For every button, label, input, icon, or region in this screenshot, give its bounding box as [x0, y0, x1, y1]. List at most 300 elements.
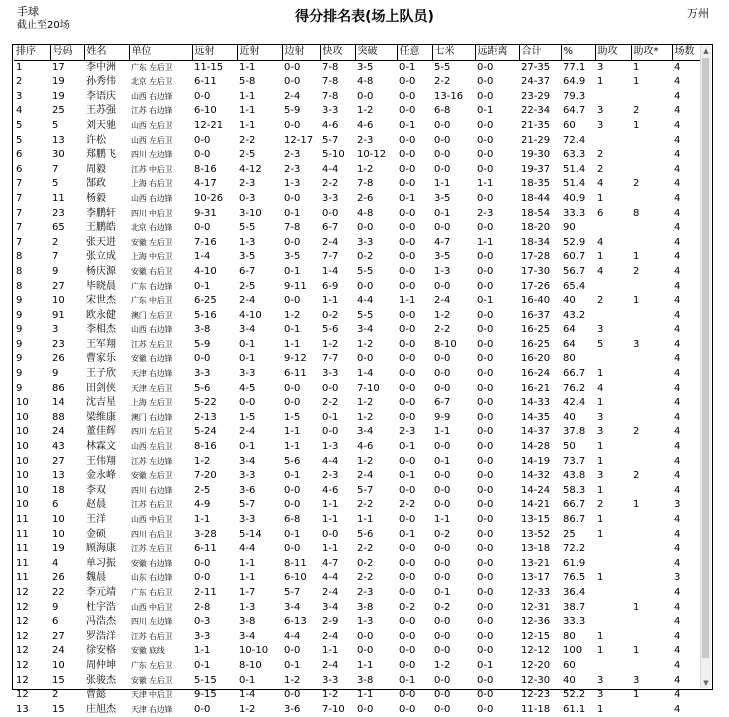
table-cell: 5-5	[357, 309, 374, 321]
table-cell: 李相杰	[86, 324, 116, 336]
table-cell: 0-0	[477, 470, 494, 482]
table-cell: 66.7	[563, 499, 586, 511]
column-header: 突破	[355, 45, 397, 60]
table-cell: 7-20	[194, 470, 217, 482]
table-cell: 11-15	[194, 61, 224, 73]
table-cell: 4-4	[322, 455, 339, 467]
table-row	[14, 688, 707, 703]
table-cell: 1-2	[357, 105, 374, 117]
table-cell: 0-2	[434, 601, 451, 613]
table-cell: 10	[16, 484, 29, 496]
table-cell: 0-0	[399, 689, 416, 701]
table-cell: 26	[52, 353, 65, 365]
table-cell: 山西 左后卫	[131, 135, 173, 145]
table-cell: 0-0	[434, 689, 451, 701]
table-cell: 0-2	[322, 309, 339, 321]
table-cell: 3-3	[239, 470, 256, 482]
table-cell: 3-6	[239, 484, 256, 496]
table-cell: 13-16	[434, 90, 464, 102]
table-cell: 0-0	[194, 703, 211, 715]
table-cell: 4	[674, 426, 681, 438]
table-cell: 0-1	[239, 338, 256, 350]
table-cell: 1-1	[322, 295, 339, 307]
table-cell: 4	[674, 411, 681, 423]
table-cell: 12-21	[194, 119, 224, 131]
table-cell: 0-0	[434, 280, 451, 292]
table-cell: 0-0	[477, 572, 494, 584]
column-header: 合计	[519, 45, 561, 60]
table-cell: 23	[52, 207, 65, 219]
table-cell: 4	[674, 61, 681, 73]
table-cell	[631, 352, 672, 367]
table-cell: 0-0	[477, 601, 494, 613]
table-cell: 18	[52, 484, 65, 496]
table-cell: 0-3	[194, 616, 211, 628]
table-row	[14, 104, 707, 119]
table-cell	[631, 382, 672, 397]
table-cell	[631, 323, 672, 338]
table-cell: 3-5	[434, 192, 451, 204]
table-cell: 16-21	[521, 382, 551, 394]
table-cell: 18-44	[521, 192, 551, 204]
table-cell: 6-10	[194, 105, 217, 117]
table-cell: 3	[52, 324, 59, 336]
table-cell: 9	[16, 338, 23, 350]
table-cell: 3-4	[239, 455, 256, 467]
table-cell: 2	[597, 499, 604, 511]
table-cell: 7-8	[357, 178, 374, 190]
table-cell: 9-11	[284, 280, 307, 292]
table-cell: 李元靖	[86, 586, 116, 598]
table-cell: 1-1	[399, 295, 416, 307]
table-cell: 1	[597, 441, 604, 453]
table-cell: 1	[633, 251, 640, 263]
table-cell: 郜政	[86, 178, 106, 190]
city-label: 万州	[687, 7, 709, 20]
table-cell: 5-7	[322, 134, 339, 146]
table-cell: 0-0	[434, 630, 451, 642]
table-cell	[595, 542, 631, 557]
column-header: 姓名	[84, 45, 129, 60]
table-cell: 4	[674, 134, 681, 146]
table-cell: 1	[597, 528, 604, 540]
table-cell: 0-0	[477, 353, 494, 365]
table-cell: 4	[674, 324, 681, 336]
table-cell: 60.7	[563, 251, 586, 263]
table-cell: 4	[674, 616, 681, 628]
table-cell	[631, 557, 672, 572]
table-cell: 10	[52, 295, 65, 307]
table-cell: 3	[597, 119, 604, 131]
table-cell: 0-0	[399, 309, 416, 321]
table-cell: 王洋	[86, 514, 106, 525]
table-cell: 0-0	[399, 338, 416, 350]
table-row	[14, 75, 707, 90]
table-cell: 0-1	[194, 659, 211, 671]
table-cell: 0-0	[434, 353, 451, 365]
table-cell: 0-0	[477, 192, 494, 204]
table-cell: 6-9	[322, 280, 339, 292]
table-cell: 0-0	[477, 689, 494, 701]
table-cell: 5-9	[194, 338, 211, 350]
table-cell: 0-0	[194, 572, 211, 584]
table-cell: 14-37	[521, 426, 551, 438]
table-cell: 山西 右边锋	[131, 193, 173, 203]
table-cell: 13-52	[521, 528, 551, 540]
table-cell: 42.4	[563, 397, 586, 409]
table-cell: 0-0	[434, 499, 451, 511]
column-header: 远射	[192, 45, 237, 60]
table-cell: 40	[563, 295, 576, 307]
table-cell	[595, 557, 631, 572]
scroll-down-icon[interactable]: ▼	[703, 679, 709, 687]
table-cell: 26	[52, 572, 65, 584]
table-cell: 1	[597, 368, 604, 380]
vertical-scrollbar[interactable]	[700, 46, 711, 688]
table-cell: 0-0	[477, 514, 494, 525]
cutoff-label: 截止至20场	[17, 20, 70, 31]
table-cell: 25	[563, 528, 576, 540]
table-cell: 0-0	[284, 543, 301, 555]
table-cell: 4	[674, 470, 681, 482]
table-cell: 5	[16, 119, 23, 131]
table-cell: 2-2	[399, 499, 416, 511]
table-cell: 1-3	[357, 616, 374, 628]
table-cell: 52.2	[563, 689, 586, 701]
table-cell: 4	[674, 295, 681, 307]
table-cell: 1	[597, 192, 604, 204]
table-cell: 广东 左后卫	[131, 660, 173, 670]
table-cell: 0-0	[477, 674, 494, 686]
table-cell: 1-3	[284, 178, 301, 190]
table-cell: 0-0	[357, 703, 374, 715]
table-header-row	[14, 45, 707, 60]
table-cell: 27	[52, 280, 65, 292]
table-cell: 2-8	[194, 601, 211, 613]
table-cell: 0-0	[477, 76, 494, 88]
table-cell: 43	[52, 441, 65, 453]
table-cell: 1-1	[477, 178, 494, 190]
scroll-up-icon[interactable]: ▲	[703, 47, 709, 55]
table-cell	[631, 630, 672, 645]
table-cell: 北京 右边锋	[131, 223, 173, 233]
table-cell: 0-2	[357, 557, 374, 569]
table-cell: 9-15	[194, 689, 217, 701]
table-cell: 3-3	[322, 105, 339, 117]
table-cell: 13-21	[521, 557, 551, 569]
table-cell: 77.1	[563, 61, 586, 73]
table-cell: 51.4	[563, 163, 586, 175]
table-cell: 赵晨	[86, 499, 106, 511]
table-cell	[631, 455, 672, 470]
table-cell: 7	[16, 207, 23, 219]
table-cell: 曹家乐	[86, 353, 116, 365]
table-cell: 3-10	[239, 207, 262, 219]
table-cell: 7-8	[284, 222, 301, 234]
table-cell: 董佳辉	[86, 426, 116, 438]
table-cell: 0-0	[434, 470, 451, 482]
table-cell: 9-9	[434, 411, 451, 423]
table-cell: 0-0	[284, 484, 301, 496]
table-cell: 0-0	[322, 426, 339, 438]
table-cell: 0-0	[399, 251, 416, 263]
table-cell: 1-2	[322, 689, 339, 701]
table-cell: 曹懿	[86, 689, 106, 701]
table-cell: 13-15	[521, 514, 551, 525]
table-cell: 3-8	[194, 324, 211, 336]
table-cell: 天津 中后卫	[131, 690, 173, 700]
table-cell: 2-4	[322, 236, 339, 248]
table-cell	[631, 528, 672, 543]
table-cell: 1-1	[284, 441, 301, 453]
table-cell	[631, 221, 672, 236]
table-cell: 24	[52, 645, 65, 657]
table-cell: 安徽 左后卫	[131, 675, 173, 685]
table-cell: 四川 左边锋	[131, 617, 173, 627]
table-cell: 12-20	[521, 659, 551, 671]
table-cell: 2	[633, 178, 640, 190]
table-cell: 1-2	[357, 338, 374, 350]
column-header: 任意	[397, 45, 432, 60]
table-cell: 0-0	[357, 90, 374, 102]
table-cell: 14-21	[521, 499, 551, 511]
table-cell: 山西 左后卫	[131, 120, 173, 130]
table-cell: 65.4	[563, 280, 586, 292]
table-cell: 40.9	[563, 192, 586, 204]
table-cell: 天津 右边锋	[131, 704, 173, 714]
table-cell: 1-4	[194, 251, 211, 263]
table-cell: 1	[633, 601, 640, 613]
table-cell: 2-2	[239, 134, 256, 146]
table-cell: 61.1	[563, 703, 586, 715]
table-cell: 12	[16, 645, 29, 657]
table-cell: 1-1	[284, 338, 301, 350]
table-cell: 8	[16, 280, 23, 292]
table-cell: 7-7	[322, 251, 339, 263]
table-row	[14, 352, 707, 367]
sport-label: 手球	[17, 5, 39, 18]
table-cell: 23	[52, 338, 65, 350]
table-cell: 2	[52, 689, 59, 701]
table-cell	[631, 309, 672, 324]
table-cell: 40	[563, 674, 576, 686]
table-cell: 1-1	[322, 543, 339, 555]
table-row	[14, 280, 707, 295]
table-cell: 6-25	[194, 295, 217, 307]
table-cell: 10	[52, 528, 65, 540]
table-cell: 10	[52, 514, 65, 525]
table-cell: 0-0	[477, 163, 494, 175]
table-cell: 3-4	[322, 601, 339, 613]
table-cell: 6-8	[284, 514, 301, 525]
table-cell: 2	[597, 295, 604, 307]
table-cell: 27-35	[521, 61, 551, 73]
table-cell: 27	[52, 630, 65, 642]
table-cell: 2-4	[284, 90, 301, 102]
table-cell: 0-0	[477, 645, 494, 657]
table-cell: 1-1	[477, 236, 494, 248]
table-cell: 12	[16, 630, 29, 642]
table-cell: 0-0	[284, 689, 301, 701]
table-cell: 19	[52, 543, 65, 555]
table-cell: 6-8	[434, 105, 451, 117]
table-cell: 76.5	[563, 572, 586, 584]
table-cell: 2-2	[434, 76, 451, 88]
table-cell: 8-10	[434, 338, 457, 350]
table-row	[14, 148, 707, 163]
table-cell	[631, 659, 672, 674]
table-cell: 11	[16, 557, 29, 569]
table-row	[14, 323, 707, 338]
table-cell: 6	[52, 499, 59, 511]
table-cell: 0-0	[194, 149, 211, 161]
table-cell: 金永峰	[86, 470, 116, 482]
table-cell: 0-0	[399, 368, 416, 380]
table-cell: 0-0	[399, 105, 416, 117]
table-row	[14, 557, 707, 572]
table-cell: 1-1	[239, 119, 256, 131]
table-cell: 上海 右后卫	[131, 179, 173, 189]
table-cell: 9	[16, 295, 23, 307]
table-cell: 1	[633, 645, 640, 657]
table-cell: 4-6	[357, 441, 374, 453]
table-cell: 0-1	[399, 119, 416, 131]
table-row	[14, 455, 707, 470]
table-cell: 60	[563, 659, 576, 671]
table-cell: 3-3	[322, 368, 339, 380]
table-cell: 0-0	[284, 192, 301, 204]
table-cell: 11	[16, 572, 29, 584]
table-cell: 1-5	[239, 411, 256, 423]
table-cell: 1-1	[322, 499, 339, 511]
table-cell: 5-6	[357, 528, 374, 540]
table-cell: 72.2	[563, 543, 586, 555]
table-cell: 4	[674, 163, 681, 175]
table-cell	[595, 352, 631, 367]
table-row	[14, 440, 707, 455]
table-cell: 0-0	[399, 324, 416, 336]
table-cell: 0-0	[284, 397, 301, 409]
table-cell: 四川 右后卫	[131, 529, 173, 539]
table-cell: 王军翔	[86, 338, 116, 350]
table-cell: 孙秀伟	[86, 76, 116, 88]
table-cell: 9	[16, 353, 23, 365]
table-cell: 4	[674, 703, 681, 715]
table-cell: 2-4	[322, 630, 339, 642]
table-cell: 10	[52, 659, 65, 671]
table-cell: 0-0	[399, 397, 416, 409]
table-cell: 5-14	[239, 528, 262, 540]
table-cell: 4	[674, 543, 681, 555]
table-cell: 6	[52, 616, 59, 628]
table-cell: 1	[597, 514, 604, 525]
table-cell: 0-0	[434, 382, 451, 394]
table-cell: 4	[597, 178, 604, 190]
table-cell: 0-0	[194, 90, 211, 102]
table-cell: 3-3	[239, 368, 256, 380]
table-cell: 5-6	[322, 324, 339, 336]
table-cell: 0-0	[434, 134, 451, 146]
table-cell: 10	[16, 397, 29, 409]
table-cell: 58.3	[563, 484, 586, 496]
table-row	[14, 396, 707, 411]
scrollbar-thumb[interactable]	[702, 58, 709, 658]
table-cell: 3	[633, 338, 640, 350]
table-cell: 0-0	[434, 645, 451, 657]
table-cell: 山西 右边锋	[131, 325, 173, 335]
table-cell: 0-0	[434, 572, 451, 584]
table-cell: 1-1	[357, 514, 374, 525]
table-cell: 0-0	[477, 441, 494, 453]
table-row	[14, 630, 707, 645]
table-cell: 四川 中后卫	[131, 208, 173, 218]
table-cell: 1-1	[239, 90, 256, 102]
table-cell: 0-0	[399, 645, 416, 657]
table-cell: 6	[597, 207, 604, 219]
table-cell: 北京 左后卫	[131, 77, 173, 87]
table-cell: 王苏强	[86, 105, 116, 117]
table-cell: 14-19	[521, 455, 551, 467]
table-cell: 14-33	[521, 397, 551, 409]
table-cell: 11	[16, 514, 29, 525]
table-cell: 江苏 左边锋	[131, 456, 173, 466]
table-cell: 7-8	[322, 76, 339, 88]
column-header: 近射	[237, 45, 282, 60]
table-cell: 0-0	[477, 411, 494, 423]
table-row	[14, 659, 707, 674]
table-cell: 88	[52, 411, 65, 423]
table-cell: 1	[597, 455, 604, 467]
table-cell: 36.4	[563, 586, 586, 598]
table-cell: 1-2	[284, 309, 301, 321]
table-cell: 2-5	[239, 280, 256, 292]
table-cell: 3-4	[357, 426, 374, 438]
table-cell: 1-3	[434, 265, 451, 277]
table-cell: 0-1	[194, 280, 211, 292]
table-row	[14, 119, 707, 134]
table-cell: 1-1	[194, 645, 211, 657]
table-cell: 5-6	[194, 382, 211, 394]
table-cell: 4-5	[239, 382, 256, 394]
table-cell: 11	[52, 192, 65, 204]
table-cell: 6	[16, 149, 23, 161]
table-cell: 2	[597, 149, 604, 161]
table-cell: 0-0	[399, 484, 416, 496]
table-cell: 安徽 左后卫	[131, 237, 173, 247]
table-cell: 6-11	[284, 368, 307, 380]
table-cell: 0-0	[477, 309, 494, 321]
table-cell: 5-9	[284, 105, 301, 117]
table-cell: 0-0	[357, 353, 374, 365]
table-cell: 4	[674, 455, 681, 467]
table-cell: 2-2	[434, 324, 451, 336]
table-cell: 0-0	[477, 61, 494, 73]
table-cell: 64	[563, 324, 576, 336]
table-cell: 0-0	[284, 382, 301, 394]
table-cell: 5-5	[434, 61, 451, 73]
table-cell: 1	[633, 689, 640, 701]
table-cell: 12	[16, 659, 29, 671]
table-cell: 刘天驰	[86, 119, 116, 131]
table-cell: 2	[633, 105, 640, 117]
table-cell: 3-3	[322, 192, 339, 204]
table-row	[14, 571, 707, 586]
table-cell: 4	[674, 119, 681, 131]
table-cell: 4	[674, 601, 681, 613]
table-cell: 7	[16, 192, 23, 204]
table-cell: 0-0	[399, 557, 416, 569]
table-cell: 江苏 左后卫	[131, 544, 173, 554]
